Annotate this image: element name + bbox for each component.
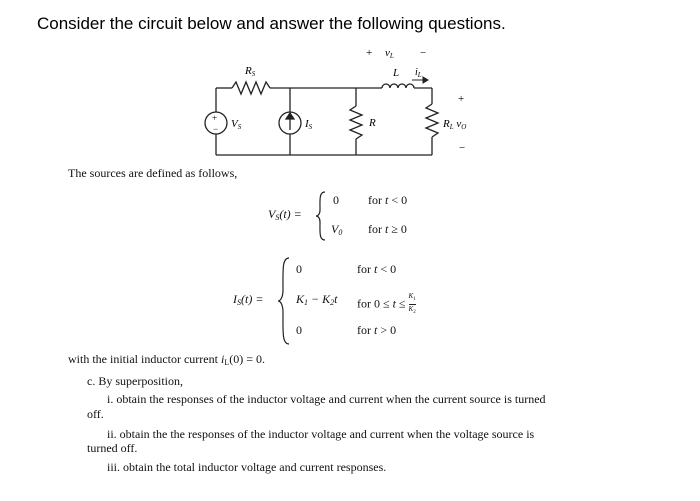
is-case2-condition: for 0 ≤ t ≤ $\frac{K_1}{K_2}$: [357, 292, 416, 315]
part-c-item-iii: iii. obtain the total inductor voltage and current responses.: [107, 460, 387, 474]
r-label: R: [369, 117, 376, 129]
sources-intro: The sources are defined as follows,: [68, 166, 238, 180]
is-case1-value: 0: [296, 262, 302, 276]
rs-label: RS: [245, 65, 256, 78]
question-heading: Consider the circuit below and answer the following questions.: [37, 14, 506, 33]
r-resistor-symbol: [350, 106, 362, 139]
is-case1-condition: for t < 0: [357, 262, 397, 276]
inductor-label: L: [393, 67, 400, 79]
is-definition-lhs: $I_S(t)$ =: [233, 292, 264, 307]
rl-vo-label: RL vO: [443, 118, 467, 131]
vo-minus-label: −: [459, 142, 466, 154]
vs-case1-condition: for t < 0: [368, 193, 408, 207]
vs-definition-lhs: $V_S(t)$ =: [268, 207, 302, 222]
part-c-item-ii-line2: turned off.: [87, 441, 138, 455]
vl-plus-label: +: [366, 47, 373, 59]
is-case3-value: 0: [296, 323, 302, 337]
is-brace: [276, 256, 292, 346]
vs-minus-sign: −: [213, 124, 219, 134]
initial-condition: with the initial inductor current $i_L(0) = 0$.: [68, 352, 265, 367]
part-c-item-i-line2: off.: [87, 407, 104, 421]
il-arrow-head: [423, 77, 428, 83]
part-c-item-ii-line1: ii. obtain the the responses of the inductor voltage and current when the voltage source is: [107, 427, 535, 441]
rs-resistor-symbol: [232, 82, 270, 94]
il-label: $i_L$: [415, 67, 422, 79]
vs-label: VS: [231, 118, 242, 131]
vl-label: vL: [385, 47, 394, 60]
vs-plus-sign: +: [212, 113, 218, 123]
is-case2-value: $K_1 - K_2t$: [296, 292, 338, 307]
vl-minus-label: −: [420, 47, 427, 59]
vs-case2-value: $V_0$: [331, 222, 343, 237]
rl-resistor-symbol: [426, 104, 438, 137]
part-c-item-i-line1: i. obtain the responses of the inductor voltage and current when the current source is turned: [107, 392, 546, 406]
is-case3-condition: for t > 0: [357, 323, 397, 337]
vs-case1-value: 0: [333, 193, 339, 207]
vs-case2-condition: for t ≥ 0: [368, 222, 407, 236]
is-label: IS: [305, 118, 313, 131]
vo-plus-label: +: [458, 93, 465, 105]
vs-brace: [314, 190, 328, 242]
current-source-arrow-head: [286, 113, 294, 119]
part-c-label: c. By superposition,: [87, 374, 183, 388]
inductor-symbol: [382, 84, 414, 88]
